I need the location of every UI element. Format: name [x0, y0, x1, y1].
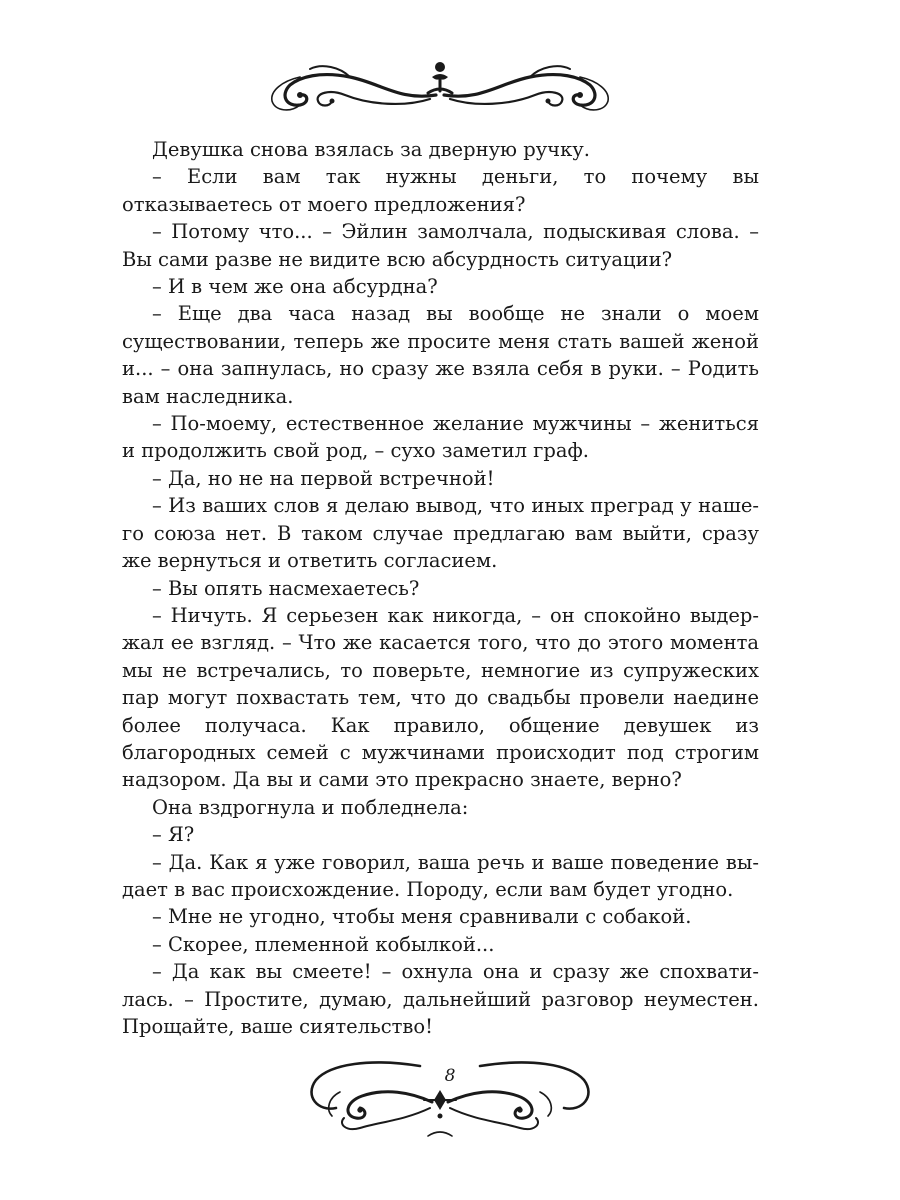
paragraph: – Потому что... – Эйлин замолчала, подыскивая слова. – Вы сами разве не видите всю абсурдность ситуации? [122, 220, 759, 271]
paragraph: – Вы опять насмехаетесь? [152, 576, 420, 600]
paragraph: – Скорее, племенной кобылкой... [152, 932, 495, 956]
paragraph: – Да как вы смеете! – охнула она и сразу же спохватилась. – Простите, думаю, дальнейший разговор неуместен. Прощайте, ваше сиятельство! [122, 960, 759, 1038]
paragraph: – Еще два часа назад вы вообще не знали о моем существовании, теперь же просите меня стать вашей женой и... – она запнулась, но сразу же взяла себя в руки. – Родить вам наследника. [122, 302, 759, 408]
paragraph: Она вздрогнула и побледнела: [152, 795, 469, 819]
paragraph: – Мне не угодно, чтобы меня сравнивали с собакой. [152, 905, 692, 929]
finial-icon [428, 62, 452, 93]
paragraph: Девушка снова взялась за дверную ручку. [152, 138, 590, 161]
page-body-text [122, 136, 759, 1040]
paragraph: – Из ваших слов я делаю вывод, что иных преград у нашего союза нет. В таком случае предлагаю вам выйти, сразу же вернуться и ответить согласием. [122, 494, 759, 573]
paragraph: – По-моему, естественное желание мужчины – жениться и продолжить свой род, – сухо заметил граф. [122, 412, 759, 463]
paragraph: – И в чем же она абсурдна? [152, 275, 438, 299]
paragraph: – Я? [152, 823, 195, 847]
paragraph: – Да. Как я уже говорил, ваша речь и ваше поведение выдает в вас происхождение. Породу, если вам будет угодно. [122, 850, 759, 901]
paragraph: – Да, но не на первой встречной! [152, 466, 495, 490]
top-ornament-flourish [0, 55, 900, 125]
paragraph: – Ничуть. Я серьезен как никогда, – он спокойно выдержал ее взгляд. – Что же касается того, что до этого момента мы не встречались, то поверьте, немногие из супружеских пар могут похвастать тем, что до свадьбы провели наедине более получаса. Как правило, общение девушек из благородных семей с мужчинами происходит под строгим надзором. Да вы и сами это прекрасно знаете, верно? [122, 603, 759, 792]
diamond-ornament-icon [424, 1090, 456, 1119]
page-number: 8 [444, 1066, 456, 1086]
paragraph: – Если вам так нужны деньги, то почему вы отказываетесь от моего предложения? [122, 165, 759, 216]
